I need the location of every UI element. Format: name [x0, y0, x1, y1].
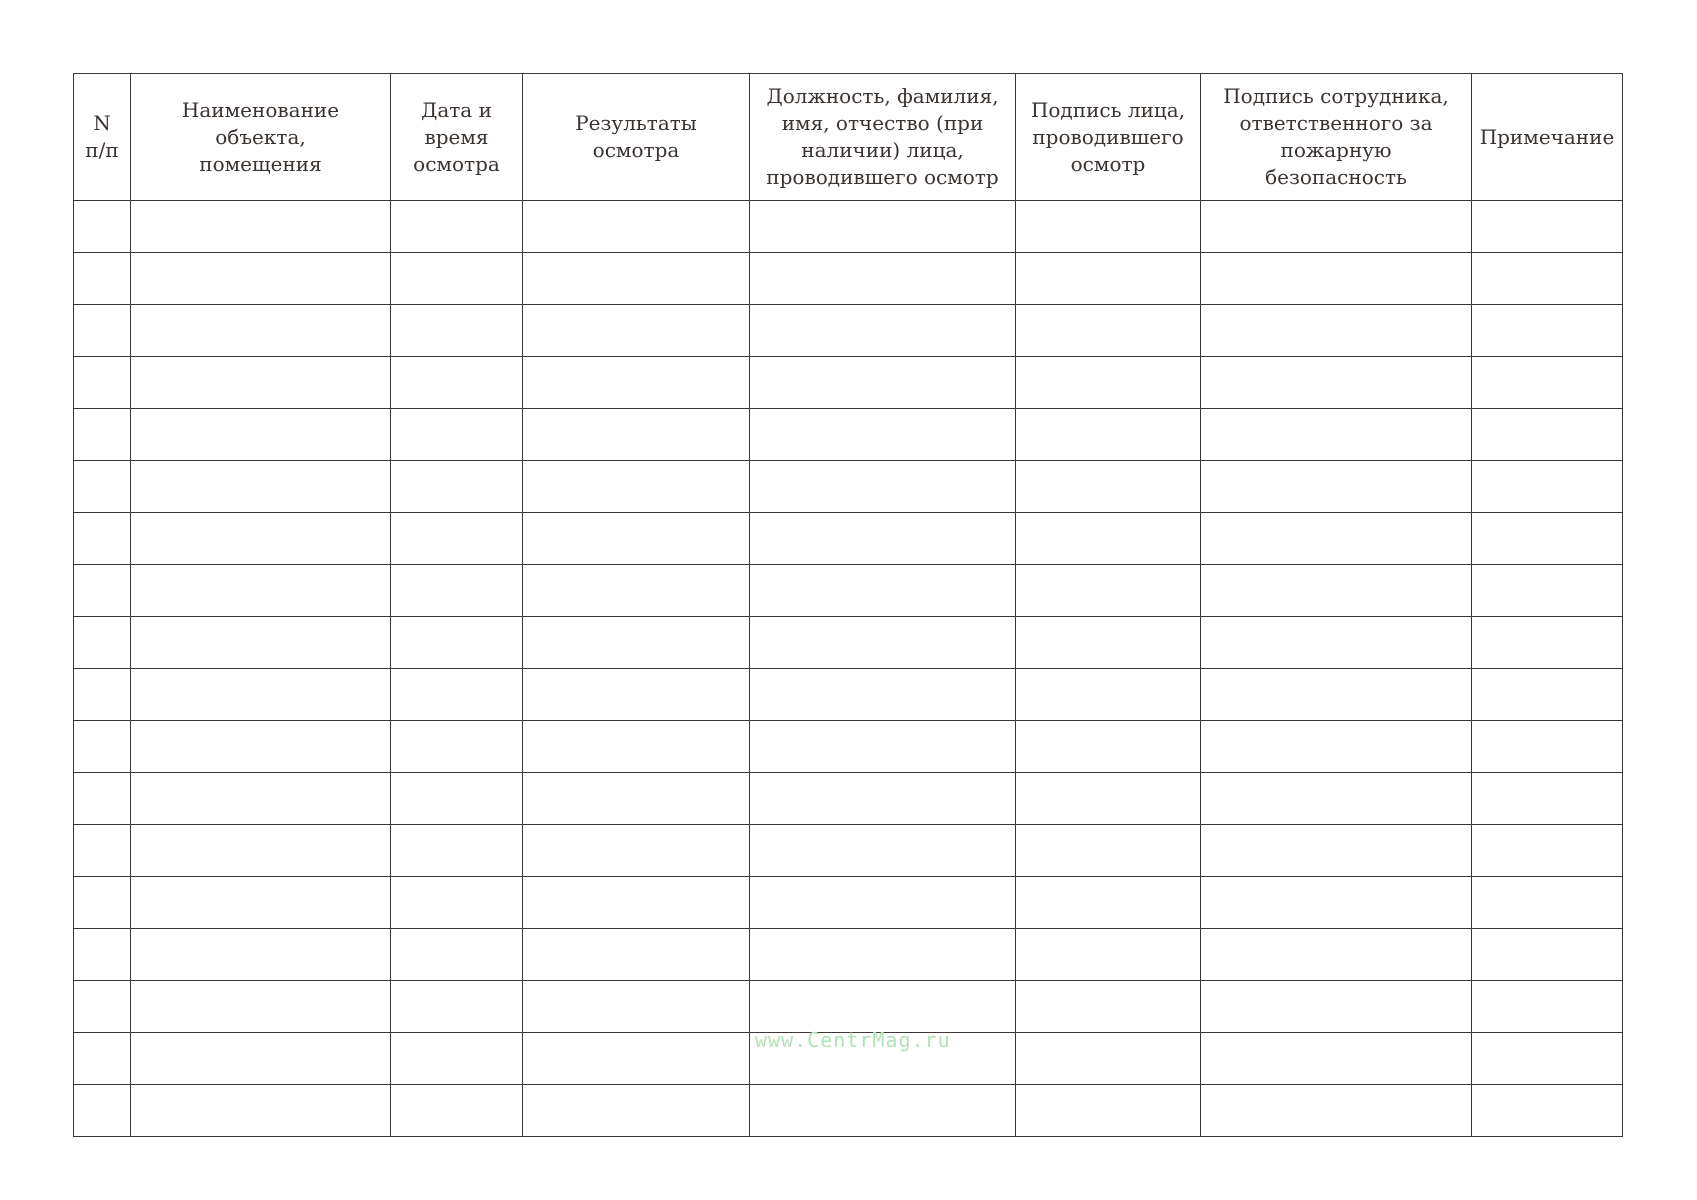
- table-cell: [391, 305, 523, 357]
- table-cell: [750, 877, 1016, 929]
- table-cell: [1472, 825, 1623, 877]
- watermark-text: www.CentrMag.ru: [755, 1028, 951, 1052]
- table-cell: [1016, 253, 1201, 305]
- table-cell: [1201, 929, 1472, 981]
- table-row: [74, 929, 1623, 981]
- table-cell: [131, 565, 391, 617]
- table-cell: [1016, 825, 1201, 877]
- table-body: [74, 201, 1623, 1137]
- table-cell: [1016, 1085, 1201, 1137]
- table-cell: [74, 669, 131, 721]
- table-row: [74, 409, 1623, 461]
- table-cell: [1472, 201, 1623, 253]
- table-row: [74, 669, 1623, 721]
- table-cell: [523, 305, 750, 357]
- table-cell: [750, 981, 1016, 1033]
- table-cell: [131, 669, 391, 721]
- column-header-object-name: Наименование объекта, помещения: [131, 74, 391, 201]
- table-cell: [74, 565, 131, 617]
- table-cell: [750, 513, 1016, 565]
- table-row: [74, 877, 1623, 929]
- column-header-datetime: Дата и время осмотра: [391, 74, 523, 201]
- table-cell: [523, 409, 750, 461]
- table-cell: [523, 1085, 750, 1137]
- table-cell: [131, 461, 391, 513]
- table-cell: [391, 253, 523, 305]
- table-cell: [131, 877, 391, 929]
- table-cell: [523, 773, 750, 825]
- table-cell: [131, 1033, 391, 1085]
- table-cell: [1472, 565, 1623, 617]
- table-cell: [1016, 409, 1201, 461]
- table-cell: [1016, 513, 1201, 565]
- table-cell: [391, 409, 523, 461]
- table-cell: [391, 773, 523, 825]
- column-header-responsible-signature: Подпись сотрудника, ответственного за пожарную безопасность: [1201, 74, 1472, 201]
- table-cell: [750, 357, 1016, 409]
- table-cell: [750, 669, 1016, 721]
- table-cell: [1472, 461, 1623, 513]
- table-cell: [750, 929, 1016, 981]
- column-header-note: Примечание: [1472, 74, 1623, 201]
- table-cell: [750, 201, 1016, 253]
- table-cell: [523, 201, 750, 253]
- table-cell: [1201, 565, 1472, 617]
- table-cell: [74, 409, 131, 461]
- table-cell: [1201, 669, 1472, 721]
- table-cell: [1472, 253, 1623, 305]
- table-cell: [1472, 669, 1623, 721]
- table-cell: [1472, 513, 1623, 565]
- table-cell: [523, 565, 750, 617]
- table-cell: [74, 721, 131, 773]
- table-row: [74, 773, 1623, 825]
- table-cell: [391, 877, 523, 929]
- table-cell: [1201, 1033, 1472, 1085]
- table-cell: [1472, 305, 1623, 357]
- table-cell: [74, 201, 131, 253]
- table-cell: [1472, 721, 1623, 773]
- table-cell: [523, 513, 750, 565]
- table-cell: [1016, 929, 1201, 981]
- table-cell: [1472, 929, 1623, 981]
- table-cell: [1201, 773, 1472, 825]
- table-cell: [523, 669, 750, 721]
- table-cell: [74, 357, 131, 409]
- table-cell: [391, 513, 523, 565]
- table-cell: [1016, 617, 1201, 669]
- table-row: [74, 1085, 1623, 1137]
- table-cell: [1016, 201, 1201, 253]
- table-cell: [1472, 617, 1623, 669]
- table-row: [74, 253, 1623, 305]
- table-cell: [131, 1085, 391, 1137]
- table-cell: [1201, 721, 1472, 773]
- header-row: [74, 74, 1623, 201]
- table-cell: [391, 929, 523, 981]
- table-cell: [1472, 1033, 1623, 1085]
- table-cell: [391, 825, 523, 877]
- table-cell: [523, 1033, 750, 1085]
- column-header-results: Результаты осмотра: [523, 74, 750, 201]
- table-cell: [1472, 877, 1623, 929]
- table-cell: [750, 305, 1016, 357]
- table-cell: [391, 669, 523, 721]
- table-cell: [1472, 409, 1623, 461]
- table-cell: [391, 357, 523, 409]
- table-cell: [131, 201, 391, 253]
- table-cell: [1201, 305, 1472, 357]
- table-cell: [1016, 773, 1201, 825]
- table-cell: [131, 929, 391, 981]
- table-cell: [74, 461, 131, 513]
- table-cell: [1201, 877, 1472, 929]
- table-cell: [391, 1085, 523, 1137]
- table-cell: [391, 201, 523, 253]
- table-cell: [750, 1085, 1016, 1137]
- column-header-inspector: Должность, фамилия, имя, отчество (при наличии) лица, проводившего осмотр: [750, 74, 1016, 201]
- table-cell: [74, 825, 131, 877]
- table-cell: [523, 981, 750, 1033]
- table-cell: [1016, 669, 1201, 721]
- table-cell: [523, 617, 750, 669]
- table-cell: [1201, 513, 1472, 565]
- table-cell: [1201, 357, 1472, 409]
- table-cell: [131, 721, 391, 773]
- table-cell: [1472, 773, 1623, 825]
- table-row: [74, 357, 1623, 409]
- table-cell: [1201, 981, 1472, 1033]
- table-cell: [1016, 461, 1201, 513]
- table-cell: [1016, 565, 1201, 617]
- table-cell: [1016, 877, 1201, 929]
- table-cell: [391, 461, 523, 513]
- table-cell: [391, 1033, 523, 1085]
- table-cell: [1472, 1085, 1623, 1137]
- table-cell: [523, 461, 750, 513]
- table-cell: [1016, 721, 1201, 773]
- table-cell: [74, 877, 131, 929]
- column-header-inspector-signature: Подпись лица, проводившего осмотр: [1016, 74, 1201, 201]
- table-cell: [131, 981, 391, 1033]
- table-cell: [1016, 1033, 1201, 1085]
- table-cell: [74, 1033, 131, 1085]
- table-cell: [523, 929, 750, 981]
- table-cell: [131, 617, 391, 669]
- table-cell: [750, 253, 1016, 305]
- table-cell: [131, 825, 391, 877]
- table-cell: [1201, 409, 1472, 461]
- table-row: [74, 617, 1623, 669]
- table-cell: [1016, 357, 1201, 409]
- table-cell: [750, 409, 1016, 461]
- table-cell: [523, 825, 750, 877]
- table-cell: [74, 773, 131, 825]
- table-cell: [391, 981, 523, 1033]
- table-row: [74, 825, 1623, 877]
- table-cell: [391, 721, 523, 773]
- table-cell: [1201, 461, 1472, 513]
- table-row: [74, 721, 1623, 773]
- table-cell: [523, 721, 750, 773]
- table-cell: [391, 565, 523, 617]
- table-row: [74, 513, 1623, 565]
- table-cell: [131, 773, 391, 825]
- table-cell: [131, 253, 391, 305]
- table-cell: [1201, 253, 1472, 305]
- table-cell: [131, 513, 391, 565]
- table-cell: [1201, 201, 1472, 253]
- table-header: [74, 74, 1623, 201]
- table-cell: [131, 305, 391, 357]
- table-cell: [74, 253, 131, 305]
- table-cell: [1201, 1085, 1472, 1137]
- table-cell: [750, 461, 1016, 513]
- table-cell: [1016, 305, 1201, 357]
- table-cell: [74, 513, 131, 565]
- table-row: [74, 565, 1623, 617]
- table-cell: [74, 1085, 131, 1137]
- table-cell: [131, 409, 391, 461]
- table-cell: [391, 617, 523, 669]
- table-cell: [74, 617, 131, 669]
- table-cell: [750, 773, 1016, 825]
- table-row: [74, 461, 1623, 513]
- table-cell: [750, 721, 1016, 773]
- table-cell: [523, 357, 750, 409]
- table-cell: [74, 929, 131, 981]
- table-cell: [74, 981, 131, 1033]
- table-cell: [74, 305, 131, 357]
- table-cell: [1016, 981, 1201, 1033]
- table-cell: [750, 825, 1016, 877]
- inspection-log-table: [73, 73, 1623, 1137]
- table-cell: [1201, 617, 1472, 669]
- table-cell: [523, 253, 750, 305]
- table-cell: [750, 565, 1016, 617]
- table-cell: [750, 617, 1016, 669]
- table-row: [74, 305, 1623, 357]
- table-cell: [523, 877, 750, 929]
- table-row: [74, 981, 1623, 1033]
- table-row: [74, 201, 1623, 253]
- table-cell: [1472, 981, 1623, 1033]
- table-cell: [1201, 825, 1472, 877]
- column-header-number: N п/п: [74, 74, 131, 201]
- table-cell: [131, 357, 391, 409]
- table-cell: [1472, 357, 1623, 409]
